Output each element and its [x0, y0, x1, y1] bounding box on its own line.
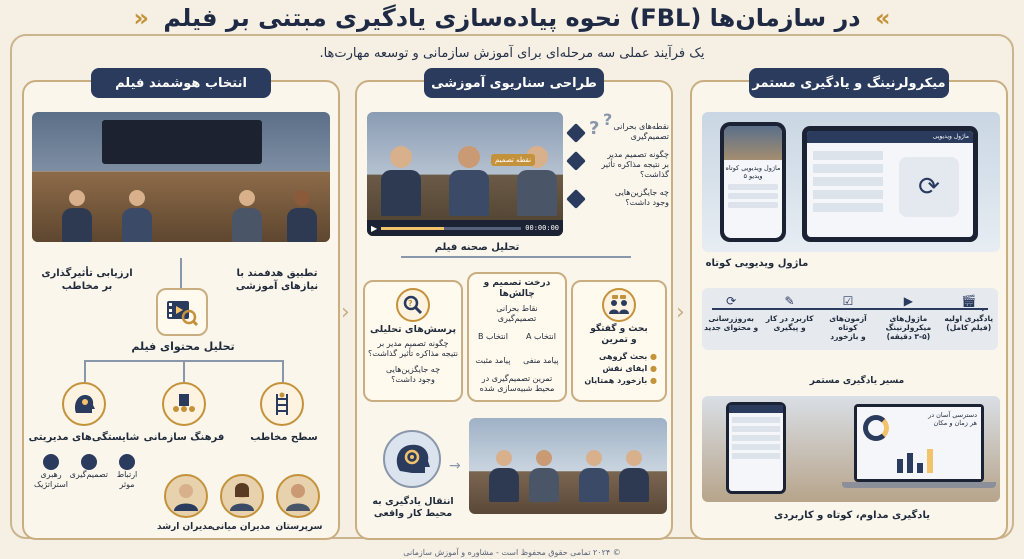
question-diamond-icon	[566, 123, 586, 143]
film-analysis-node	[156, 288, 208, 336]
avatar-supervisors	[276, 474, 320, 518]
option-b: انتخاب B	[477, 331, 509, 341]
page-title	[0, 4, 1024, 32]
branch-right	[282, 360, 284, 382]
laptop-device	[854, 404, 984, 482]
question-item	[569, 122, 669, 142]
meeting-room-image	[32, 112, 330, 242]
clipboard-icon: ☑	[820, 294, 876, 308]
card-analytical-q2: چه جایگزین‌هایی وجود داشت؟	[385, 364, 441, 384]
tablet-device	[802, 126, 978, 242]
question-item	[569, 150, 669, 180]
phone-device	[720, 122, 786, 242]
path-step	[878, 294, 938, 341]
question-list	[569, 122, 669, 208]
arrow-right-icon: →	[449, 458, 461, 474]
building-team-icon	[162, 382, 206, 426]
discussion-item: ● ایفای نقش	[602, 363, 657, 373]
laptop-note: دسترسی آسان در هر زمان و مکان	[928, 411, 977, 428]
question-text: چه جایگزین‌هایی وجود داشت؟	[614, 188, 669, 207]
panel-title-film-selection: انتخاب هوشمند فیلم	[91, 68, 271, 98]
avatar-senior-managers	[164, 474, 208, 518]
competency-item	[110, 454, 144, 490]
card-analytical-questions	[363, 280, 463, 402]
phone-caption: ماژول ویدیویی کوتاه	[705, 258, 809, 269]
path-steps	[702, 294, 998, 341]
competency-label: تصمیم‌گیری	[69, 470, 108, 479]
competency-item	[34, 454, 68, 490]
path-step	[820, 294, 876, 341]
chevron-right-icon: ›	[341, 300, 350, 325]
tools-icon: ✎	[762, 294, 818, 308]
label-transfer-learning: انتقال یادگیری به محیط کار واقعی	[372, 496, 454, 519]
card-discussion-title: بحث و گفتگو و تمرین	[590, 324, 648, 346]
chevron-right-icon: ›	[676, 300, 685, 325]
discussion-list	[573, 347, 665, 387]
path-step	[762, 294, 818, 341]
video-controls	[367, 220, 563, 236]
competency-label: ارتباط موثر	[116, 470, 138, 489]
card-decision-tree	[467, 272, 567, 402]
path-step-label: کاربرد در کار و پیگیری	[765, 314, 814, 332]
tablet-small-device	[726, 402, 786, 494]
panel-title-scenario-design: طراحی سناریوی آموزشی	[424, 68, 604, 98]
decision-badge: نقطه تصمیم	[491, 154, 535, 166]
svg-text:?: ?	[408, 299, 413, 308]
branch-mid	[183, 360, 185, 382]
avatar-middle-managers	[220, 474, 264, 518]
audience-supervisors: سرپرستان	[275, 522, 323, 532]
tablet-header: ماژول ویدیویی	[807, 131, 973, 143]
title-text: نحوه پیاده‌سازی یادگیری مبتنی بر فیلم (FBL) در سازمان‌ها	[163, 4, 861, 32]
question-item	[569, 188, 669, 208]
office-image	[469, 418, 667, 514]
competency-label: رهبری استراتژیک	[33, 470, 68, 489]
question-text: چگونه تصمیم مدیر بر نتیجه مذاکره تأثیر گذاشت؟	[601, 150, 669, 179]
competency-list	[34, 454, 144, 490]
footer-text: © ۲۰۲۴ تمامی حقوق محفوظ است - مشاوره و آموزش سازمانی	[403, 548, 621, 557]
play-icon[interactable]: ▶	[371, 223, 378, 233]
card-analytical-q1: چگونه تصمیم مدیر بر نتیجه مذاکره تأثیر گذاشت؟	[367, 338, 458, 358]
refresh-icon: ⟳	[899, 157, 959, 217]
panel-microlearning	[690, 75, 1008, 540]
path-step	[703, 294, 759, 341]
label-scene-analysis: تحلیل صحنه فیلم	[434, 242, 520, 253]
quote-left: «	[874, 4, 891, 32]
magnifier-question-icon	[396, 288, 430, 322]
video-time: 00:00:00	[525, 224, 559, 232]
donut-icon	[863, 415, 889, 441]
path-step-label: به‌روزرسانی و محتوای جدید	[704, 314, 759, 332]
branch-label-competencies: شایستگی‌های مدیریتی	[28, 432, 140, 443]
bottom-caption: یادگیری مداوم، کوتاه و کاربردی	[774, 510, 930, 521]
refresh-icon: ⟳	[703, 294, 759, 308]
question-diamond-icon	[566, 151, 586, 171]
discussion-item: ● بازخورد همتایان	[584, 375, 657, 385]
label-align-needs: تطبیق هدفمند با نیازهای آموزشی	[235, 268, 319, 292]
screen-wall	[102, 120, 262, 164]
ladder-people-icon	[260, 382, 304, 426]
discussion-item: ● بحث گروهی	[598, 351, 657, 361]
decision-tree-root: نقاط بحرانی تصمیم‌گیری	[496, 303, 538, 323]
video-player[interactable]	[367, 112, 563, 236]
card-discussion	[571, 280, 667, 402]
brain-gear-icon	[383, 430, 441, 488]
play-icon: ▶	[878, 294, 938, 308]
label-film-analysis: تحلیل محتوای فیلم	[131, 340, 235, 353]
laptop-image	[702, 396, 1000, 502]
connector-top	[180, 258, 182, 288]
panel-film-selection	[22, 75, 340, 540]
question-text: نقطه‌های بحرانی تصمیم‌گیری	[613, 122, 669, 141]
competency-item	[70, 454, 108, 490]
audience-senior: مدیران ارشد	[157, 522, 213, 532]
path-step-label: آزمون‌های کوتاه و بازخورد	[829, 314, 867, 341]
question-mark-icon: ?	[589, 118, 600, 139]
quote-right: »	[133, 4, 150, 32]
path-title: مسیر یادگیری مستمر	[809, 376, 905, 386]
decision-tree-title: درخت تصمیم و چالش‌ها	[483, 278, 551, 300]
branch-label-culture: فرهنگ سازمانی	[143, 432, 225, 443]
result-b: پیامد مثبت	[475, 355, 511, 365]
question-mark-icon: ?	[603, 110, 613, 129]
panel-scenario-design	[355, 75, 673, 540]
path-step-label: ماژول‌های میکرولرنینگ (۳-۵ دقیقه)	[885, 314, 932, 341]
card-analytical-title: پرسش‌های تحلیلی	[369, 324, 457, 335]
decision-tree-note: تمرین تصمیم‌گیری در محیط شبیه‌سازی شده	[479, 373, 555, 393]
clapper-icon: 🎬︎	[941, 294, 997, 308]
path-step-label: یادگیری اولیه (فیلم کامل)	[944, 314, 994, 332]
head-gears-icon	[62, 382, 106, 426]
result-a: پیامد منفی	[523, 355, 559, 365]
communication-icon	[119, 454, 135, 470]
scene-branch-line	[401, 256, 631, 258]
video-progress[interactable]	[381, 227, 521, 230]
devices-image	[702, 112, 1000, 252]
decision-icon	[81, 454, 97, 470]
panel-title-microlearning: میکرولرنینگ و یادگیری مستمر	[749, 68, 949, 98]
page-subtitle: یک فرآیند عملی سه مرحله‌ای برای آموزش سازمانی و توسعه مهارت‌ها.	[319, 46, 705, 61]
decision-options	[469, 332, 565, 342]
label-impact: ارزیابی تأثیرگذاری بر مخاطب	[41, 268, 133, 292]
discussion-people-icon	[602, 288, 636, 322]
film-magnifier-icon	[165, 297, 199, 327]
path-step	[941, 294, 997, 341]
leader-icon	[43, 454, 59, 470]
question-diamond-icon	[566, 189, 586, 209]
phone-module-title: ماژول ویدیویی کوتاه ویدیو ۵	[725, 164, 781, 181]
branch-label-audience: سطح مخاطب	[250, 432, 318, 443]
audience-middle: مدیران میانی	[211, 522, 271, 532]
branch-left	[84, 360, 86, 382]
option-a: انتخاب A	[525, 331, 556, 341]
decision-results	[469, 356, 565, 366]
